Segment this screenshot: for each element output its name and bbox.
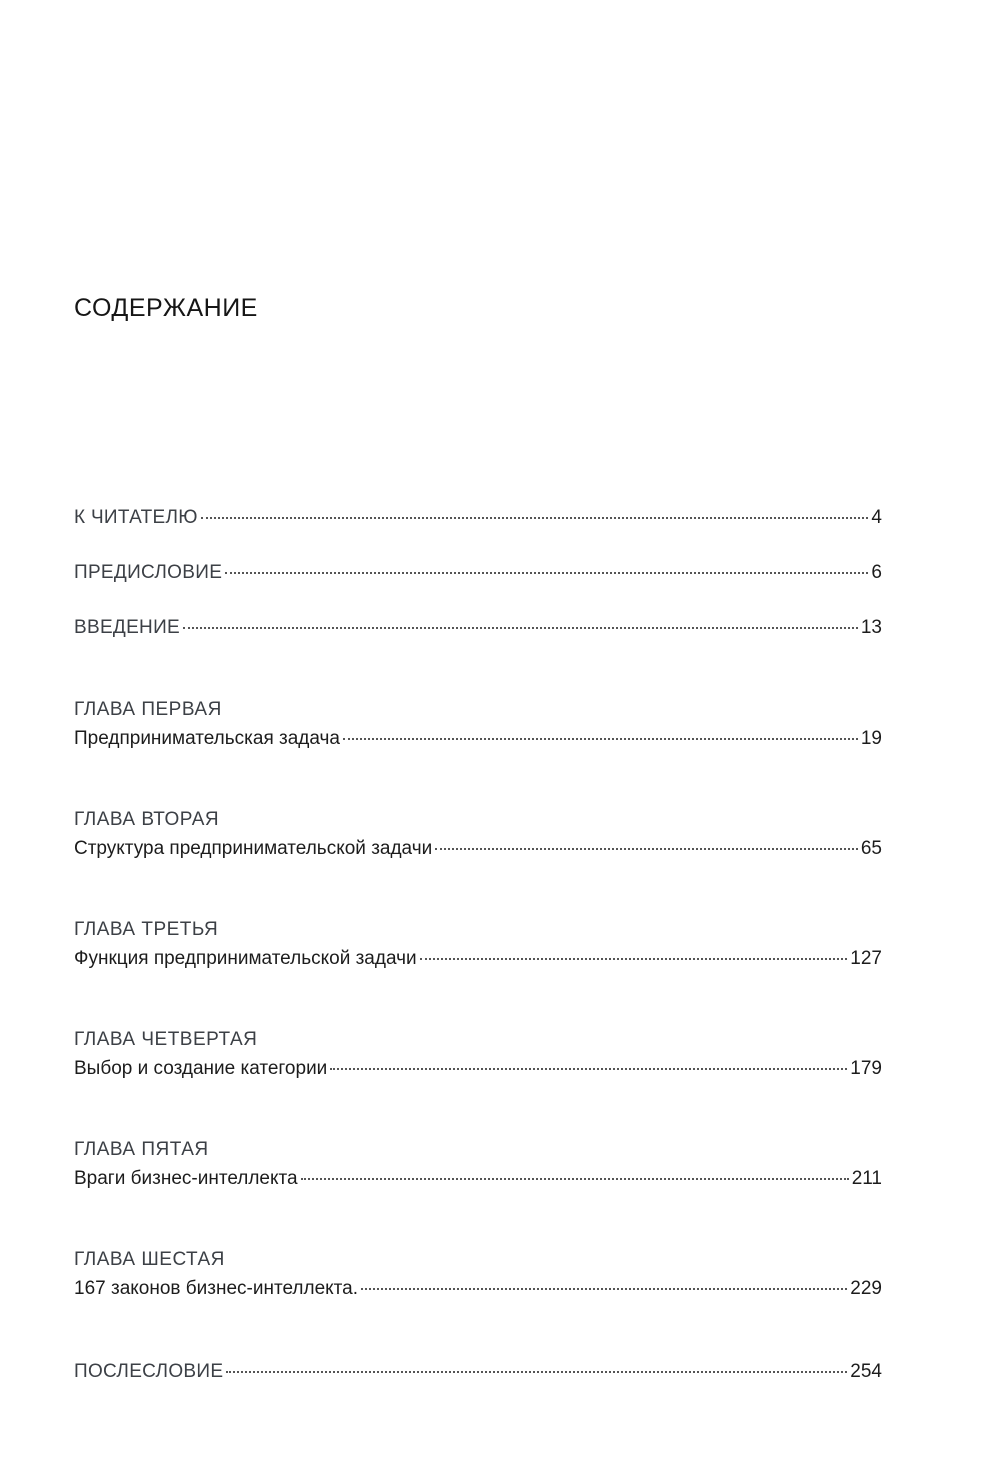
dot-leader [435,848,858,850]
toc-entry-label: 167 законов бизнес-интеллекта. [74,1278,359,1299]
toc-entry-label: ПОСЛЕСЛОВИЕ [74,1361,224,1382]
dot-leader [343,738,858,740]
dot-leader [225,572,868,574]
dot-leader [420,958,848,960]
toc-entry-label: ВВЕДЕНИЕ [74,617,181,638]
toc-entry-preface[interactable] [74,561,882,585]
toc-entry-chapter-2[interactable] [74,837,882,861]
toc-entry-chapter-6[interactable] [74,1277,882,1301]
toc-entry-to-reader[interactable] [74,506,882,530]
toc-entry-label: Функция предпринимательской задачи [74,948,417,969]
chapter-heading: ГЛАВА ВТОРАЯ [74,809,220,830]
dot-leader [201,517,869,519]
chapter-heading: ГЛАВА ШЕСТАЯ [74,1249,225,1270]
toc-entry-page: 229 [850,1278,882,1299]
toc-entry-label: ПРЕДИСЛОВИЕ [74,562,223,583]
toc-entry-page: 127 [850,948,882,969]
toc-entry-chapter-1[interactable] [74,727,882,751]
dot-leader [301,1178,849,1180]
toc-entry-label: Предпринимательская задача [74,728,340,749]
dot-leader [330,1068,847,1070]
dot-leader [361,1288,847,1290]
chapter-heading: ГЛАВА ТРЕТЬЯ [74,919,219,940]
dot-leader [183,627,858,629]
toc-entry-page: 13 [860,617,882,638]
chapter-heading: ГЛАВА ПЯТАЯ [74,1139,209,1160]
chapter-heading: ГЛАВА ЧЕТВЕРТАЯ [74,1029,258,1050]
toc-entry-label: Выбор и создание категории [74,1058,328,1079]
toc-entry-page: 19 [860,728,882,749]
toc-entry-label: Враги бизнес-интеллекта [74,1168,298,1189]
toc-entry-page: 6 [871,562,882,583]
toc-entry-afterword[interactable] [74,1360,882,1384]
toc-entry-page: 4 [871,507,882,528]
toc-entry-page: 65 [860,838,882,859]
toc-entry-label: К ЧИТАТЕЛЮ [74,507,198,528]
toc-entry-label: Структура предпринимательской задачи [74,838,433,859]
toc-entry-chapter-3[interactable] [74,947,882,971]
toc-entry-introduction[interactable] [74,616,882,640]
toc-entry-chapter-4[interactable] [74,1057,882,1081]
dot-leader [226,1371,847,1373]
toc-entry-chapter-5[interactable] [74,1167,882,1191]
page-title: СОДЕРЖАНИЕ [74,294,258,322]
chapter-heading: ГЛАВА ПЕРВАЯ [74,699,222,720]
toc-entry-page: 211 [851,1168,882,1189]
toc-entry-page: 254 [850,1361,882,1382]
toc-entry-page: 179 [850,1058,882,1079]
